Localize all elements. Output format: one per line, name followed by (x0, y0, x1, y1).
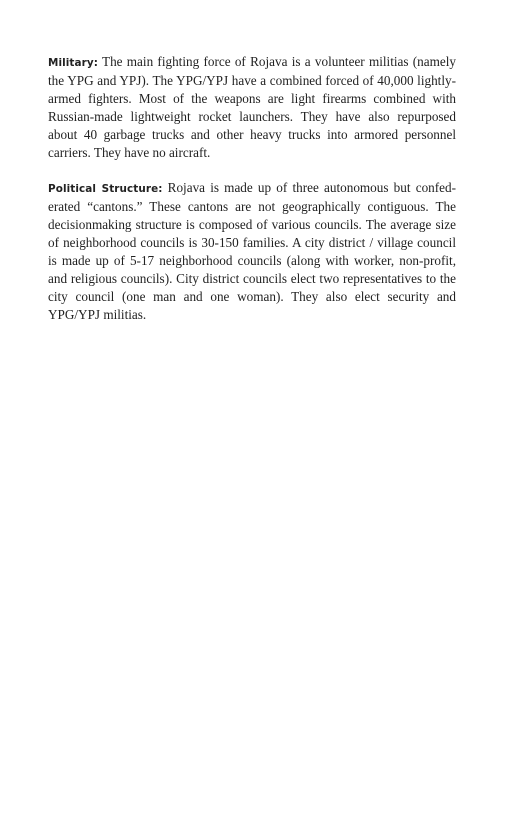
political-structure-paragraph (48, 179, 456, 324)
political-structure-label: Political Structure: (48, 183, 163, 195)
political-structure-text: Rojava is made up of three autonomous but confederated “cantons.” These cantons are not geographically contiguous. The decisionmaking structure is composed of various councils. The average size of neighborhood councils is 30-150 families. A city district / village council is made up of 5-17 neighborhood councils (along with worker, non-profit, and religious councils). City district councils elect two representatives to the city council (one man and one woman). They also elect security and YPG/YPJ militias. (48, 180, 456, 322)
military-label: Military: (48, 57, 98, 69)
military-text: The main fighting force of Rojava is a volunteer militias (namely the YPG and YPJ). The YPG/YPJ have a combined forced of 40,000 lightly-armed fighters. Most of the weapons are light firearms combined with Russian-made lightweight rocket launchers. They have also repurposed about 40 garbage trucks and other heavy trucks into armored personnel carriers. They have no aircraft. (48, 54, 457, 160)
military-paragraph (48, 53, 456, 162)
document-page (48, 53, 456, 324)
